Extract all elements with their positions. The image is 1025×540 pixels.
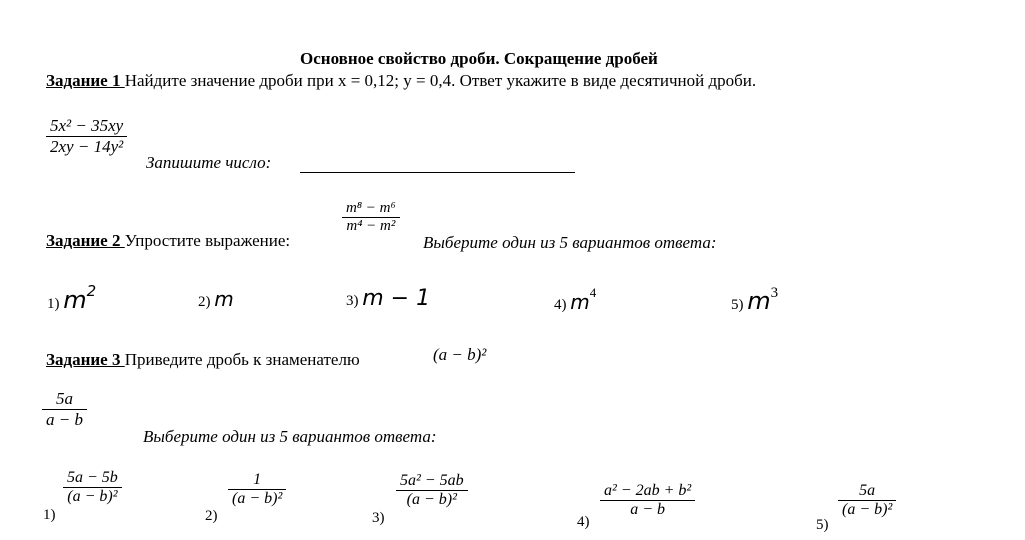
option-number: 1) <box>47 296 60 312</box>
task1-prompt: Запишите число: <box>146 153 272 172</box>
option-den: (a − b)² <box>842 501 893 518</box>
task2-line <box>46 231 290 251</box>
option-base: m <box>570 290 590 314</box>
task1-answer-line[interactable] <box>300 156 575 173</box>
task3-line <box>46 350 360 370</box>
task3-fraction-num: 5a <box>42 389 87 410</box>
option-num: a² − 2ab + b² <box>600 482 695 501</box>
option-exp: 4 <box>589 285 597 300</box>
task3-option-4-number: 4) <box>577 514 590 530</box>
task2-choose: Выберите один из 5 вариантов ответа: <box>423 233 717 252</box>
option-base: m − 1 <box>362 286 431 311</box>
task2-fraction <box>342 200 400 235</box>
task1-fraction-num: 5x² − 35xy <box>46 116 127 137</box>
task1-label: Задание 1 <box>46 71 125 90</box>
option-base: m <box>63 286 87 314</box>
task2-text: Упростите выражение: <box>124 231 291 250</box>
option-number: 4) <box>554 297 567 313</box>
task2-option-4[interactable] <box>554 285 596 314</box>
task2-label: Задание 2 <box>46 231 125 250</box>
task3-fraction <box>42 389 87 430</box>
task2-option-3[interactable] <box>346 286 430 311</box>
task3-option-2[interactable] <box>228 471 286 508</box>
option-num: 1 <box>228 471 286 490</box>
task1-text: Найдите значение дроби при x = 0,12; y = 0,4. Ответ укажите в виде десятичной дроби. <box>124 71 757 90</box>
page-title: Основное свойство дроби. Сокращение дробей <box>300 49 658 68</box>
task3-option-5-number: 5) <box>816 517 829 533</box>
task2-option-1[interactable] <box>47 282 96 314</box>
task2-option-5[interactable] <box>731 285 778 315</box>
task3-choose: Выберите один из 5 вариантов ответа: <box>143 427 437 446</box>
task3-label: Задание 3 <box>46 350 125 369</box>
option-number: 2) <box>198 294 211 310</box>
task3-text: Приведите дробь к знаменателю <box>124 350 360 369</box>
task3-fraction-den: a − b <box>46 410 83 429</box>
task1-fraction-den: 2xy − 14y² <box>50 137 124 156</box>
task3-option-3[interactable] <box>396 472 468 509</box>
task3-option-5[interactable] <box>838 482 896 519</box>
option-base: m <box>214 287 234 311</box>
task1-fraction <box>46 116 127 157</box>
option-num: 5a² − 5ab <box>396 472 468 491</box>
task3-option-3-number: 3) <box>372 510 385 526</box>
task3-target: (a − b)² <box>433 345 487 364</box>
option-num: 5a <box>838 482 896 501</box>
task2-fraction-den: m⁴ − m² <box>346 218 396 234</box>
option-den: (a − b)² <box>406 491 457 508</box>
option-den: (a − b)² <box>232 490 283 507</box>
task3-option-1[interactable] <box>63 469 122 506</box>
option-num: 5a − 5b <box>63 469 122 488</box>
task3-option-1-number: 1) <box>43 507 56 523</box>
task2-fraction-num: m⁸ − m⁶ <box>342 200 400 218</box>
option-exp: 3 <box>770 285 779 301</box>
option-base: m <box>747 287 771 315</box>
task2-option-2[interactable] <box>198 287 234 311</box>
task3-option-4[interactable] <box>600 482 695 519</box>
option-number: 3) <box>346 293 359 309</box>
option-number: 5) <box>731 297 744 313</box>
option-den: a − b <box>630 501 665 518</box>
option-exp: 2 <box>86 282 97 300</box>
option-den: (a − b)² <box>67 488 118 505</box>
task1-line <box>46 71 756 91</box>
task3-option-2-number: 2) <box>205 508 218 524</box>
